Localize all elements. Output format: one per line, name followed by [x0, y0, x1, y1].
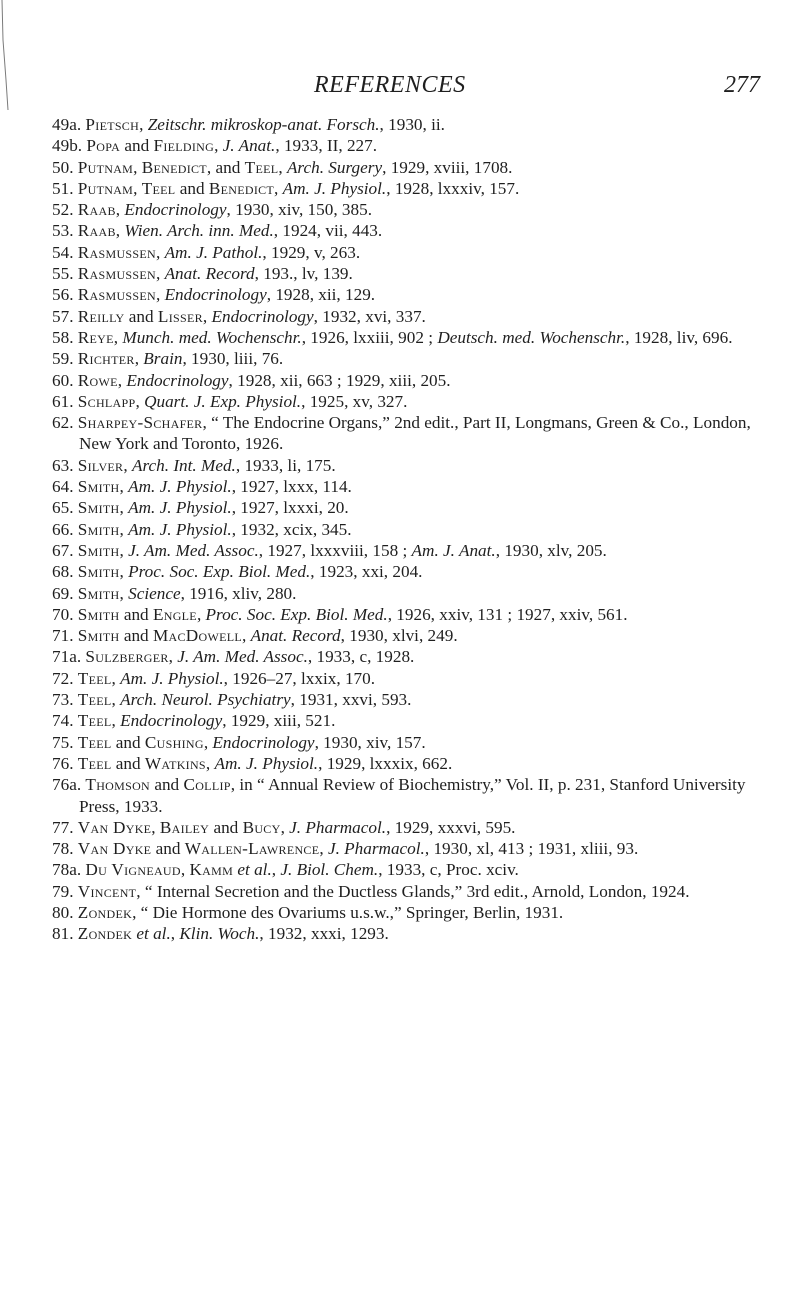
- journal-title: Am. J. Physiol.: [128, 498, 232, 518]
- author-name: Teel: [141, 178, 176, 198]
- author-name: Lisser: [157, 306, 203, 326]
- reference-entry: [52, 391, 752, 412]
- citation-text: and: [124, 306, 158, 326]
- reference-entry: [52, 689, 752, 710]
- author-name: Bucy: [242, 817, 281, 837]
- journal-title: Anat. Record: [250, 626, 341, 646]
- running-head: REFERENCES: [314, 72, 466, 98]
- citation-text: , 1929, xxxvi, 595.: [386, 817, 516, 837]
- citation-text: ,: [155, 264, 165, 284]
- author-name: Pietsch: [85, 115, 140, 134]
- author-name: Raab: [77, 200, 116, 220]
- citation-text: , 1923, xxi, 204.: [310, 562, 423, 582]
- citation-text: ,: [119, 583, 129, 603]
- author-name: Du Vigneaud: [85, 860, 181, 880]
- citation-text: , 1928, xii, 663 ; 1929, xiii, 205.: [228, 370, 451, 390]
- author-name: Benedict: [141, 157, 207, 177]
- journal-title: J. Am. Med. Assoc.: [177, 647, 308, 667]
- journal-title: Am. J. Physiol.: [214, 753, 319, 773]
- citation-text: ,: [133, 157, 142, 177]
- citation-text: and: [209, 817, 243, 837]
- journal-title: Quart. J. Exp. Physiol.: [144, 391, 302, 411]
- citation-text: ,: [119, 477, 129, 497]
- journal-title: Am. J. Anat.: [411, 540, 496, 560]
- journal-title: Brain: [143, 349, 183, 369]
- citation-text: , in “ Annual Review of Biochemistry,” Vol. II, p. 231, Stanford University Press, 1933.: [79, 775, 746, 816]
- citation-text: , 1924, vii, 443.: [273, 221, 383, 241]
- reference-entry: [52, 135, 752, 156]
- journal-title: et al.: [136, 924, 171, 944]
- citation-text: , 1930, xiv, 157.: [314, 732, 426, 752]
- citation-text: , 1929, v, 263.: [262, 242, 361, 262]
- journal-title: Endocrinology: [211, 306, 314, 326]
- author-name: Zondek: [77, 902, 133, 922]
- reference-number: 80.: [52, 902, 78, 922]
- journal-title: Endocrinology: [120, 711, 223, 731]
- reference-entry: [52, 604, 752, 625]
- reference-number: 61.: [52, 391, 78, 411]
- citation-text: ,: [168, 647, 178, 667]
- author-name: Rasmussen: [77, 242, 156, 262]
- citation-text: , 1928, lxxxiv, 157.: [386, 178, 520, 198]
- author-name: Cushing: [144, 732, 204, 752]
- reference-number: 64.: [52, 477, 78, 497]
- reference-number: 58.: [52, 327, 78, 347]
- citation-text: , 1928, xii, 129.: [266, 285, 376, 305]
- reference-number: 54.: [52, 242, 78, 262]
- citation-text: ,: [119, 519, 129, 539]
- author-name: Raab: [77, 221, 116, 241]
- reference-number: 75.: [52, 732, 78, 752]
- author-name: MacDowell: [152, 626, 242, 646]
- journal-title: J. Am. Med. Assoc.: [128, 540, 259, 560]
- reference-entry: [52, 519, 752, 540]
- citation-text: ,: [202, 306, 212, 326]
- citation-text: , 1932, xvi, 337.: [313, 306, 426, 326]
- citation-text: , 1932, xcix, 345.: [231, 519, 352, 539]
- journal-title: Proc. Soc. Exp. Biol. Med.: [205, 604, 388, 624]
- journal-title: Endocrinology: [124, 200, 227, 220]
- citation-text: ,: [155, 242, 165, 262]
- author-name: Smith: [77, 604, 120, 624]
- journal-title: J. Pharmacol.: [289, 817, 387, 837]
- journal-title: Wien. Arch. inn. Med.: [124, 221, 274, 241]
- reference-number: 77.: [52, 817, 78, 837]
- reference-entry: [52, 859, 752, 880]
- reference-number: 76.: [52, 753, 78, 773]
- journal-title: Endocrinology: [212, 732, 315, 752]
- author-name: Zondek: [77, 924, 133, 944]
- journal-title: Arch. Neurol. Psychiatry: [120, 690, 291, 710]
- citation-text: , and: [206, 157, 245, 177]
- reference-number: 57.: [52, 306, 78, 326]
- author-name: Smith: [77, 519, 120, 539]
- author-name: Benedict: [208, 178, 275, 198]
- journal-title: Endocrinology: [164, 285, 267, 305]
- author-name: Rasmussen: [77, 285, 156, 305]
- page-number: 277: [724, 72, 760, 98]
- citation-text: ,: [151, 817, 160, 837]
- citation-text: , 1926–27, lxxix, 170.: [223, 668, 376, 688]
- author-name: Schlapp: [77, 391, 136, 411]
- citation-text: and: [111, 732, 145, 752]
- author-name: Smith: [77, 562, 120, 582]
- reference-entry: [52, 817, 752, 838]
- author-name: Wallen-Lawrence: [184, 839, 320, 859]
- citation-text: , 1933, c, Proc. xciv.: [378, 860, 519, 880]
- reference-number: 50.: [52, 157, 78, 177]
- author-name: Teel: [77, 753, 112, 773]
- reference-entry: [52, 157, 752, 178]
- reference-number: 59.: [52, 349, 78, 369]
- journal-title: J. Anat.: [222, 136, 276, 156]
- author-name: Smith: [77, 477, 120, 497]
- reference-number: 79.: [52, 881, 78, 901]
- citation-text: , 1926, lxxiii, 902 ;: [301, 327, 438, 347]
- reference-entry: [52, 178, 752, 199]
- author-name: Teel: [77, 690, 112, 710]
- reference-number: 51.: [52, 178, 78, 198]
- citation-text: , “ Die Hormone des Ovariums u.s.w.,” Springer, Berlin, 1931.: [132, 902, 564, 922]
- scan-edge-mark: [0, 0, 12, 1309]
- journal-title: Arch. Int. Med.: [131, 455, 236, 475]
- citation-text: , 1933, li, 175.: [235, 455, 336, 475]
- reference-entry: [52, 540, 752, 561]
- reference-number: 65.: [52, 498, 78, 518]
- reference-number: 73.: [52, 690, 78, 710]
- citation-text: , 1931, xxvi, 593.: [290, 690, 412, 710]
- reference-entry: [52, 263, 752, 284]
- author-name: Teel: [244, 157, 279, 177]
- reference-number: 53.: [52, 221, 78, 241]
- journal-title: Science: [128, 583, 181, 603]
- citation-text: ,: [278, 157, 287, 177]
- citation-text: and: [120, 136, 154, 156]
- citation-text: ,: [119, 540, 129, 560]
- journal-title: Am. J. Physiol.: [120, 668, 224, 688]
- citation-text: ,: [196, 604, 206, 624]
- citation-text: , 1933, c, 1928.: [307, 647, 415, 667]
- citation-text: , 1932, xxxi, 1293.: [259, 924, 389, 944]
- reference-entry: [52, 838, 752, 859]
- citation-text: ,: [115, 200, 125, 220]
- journal-title: Am. J. Physiol.: [128, 477, 232, 497]
- citation-text: ,: [139, 115, 148, 134]
- citation-text: ,: [242, 626, 251, 646]
- citation-text: , “ Internal Secretion and the Ductless Glands,” 3rd edit., Arnold, London, 1924.: [136, 881, 690, 901]
- author-name: Silver: [77, 455, 124, 475]
- citation-text: , 1927, lxxxviii, 158 ;: [258, 540, 412, 560]
- citation-text: , 193., lv, 139.: [254, 264, 353, 284]
- author-name: Rowe: [77, 370, 118, 390]
- citation-text: ,: [170, 924, 180, 944]
- journal-title: Am. J. Pathol.: [164, 242, 263, 262]
- citation-text: ,: [134, 349, 144, 369]
- journal-title: Proc. Soc. Exp. Biol. Med.: [128, 562, 311, 582]
- reference-entry: [52, 753, 752, 774]
- reference-entry: [52, 199, 752, 220]
- author-name: Putnam: [77, 178, 134, 198]
- citation-text: , 1929, xiii, 521.: [222, 711, 336, 731]
- journal-title: Deutsch. med. Wochenschr.: [437, 327, 626, 347]
- reference-entry: [52, 774, 752, 817]
- reference-number: 76a.: [52, 775, 86, 795]
- citation-text: and: [111, 753, 145, 773]
- citation-text: ,: [214, 136, 223, 156]
- citation-text: , 1933, II, 227.: [275, 136, 378, 156]
- author-name: Bailey: [159, 817, 210, 837]
- author-name: Reilly: [77, 306, 125, 326]
- reference-entry: [52, 412, 752, 455]
- citation-text: and: [119, 604, 153, 624]
- citation-text: ,: [280, 817, 290, 837]
- citation-text: ,: [111, 690, 121, 710]
- author-name: Smith: [77, 540, 120, 560]
- citation-text: , 1916, xliv, 280.: [180, 583, 297, 603]
- journal-title: Am. J. Physiol.: [282, 178, 387, 198]
- author-name: Vincent: [77, 881, 137, 901]
- journal-title: Am. J. Physiol.: [128, 519, 232, 539]
- citation-text: and: [175, 178, 209, 198]
- citation-text: , 1930, ii.: [379, 115, 445, 134]
- author-name: Collip: [183, 775, 231, 795]
- journal-title: et al.: [237, 860, 272, 880]
- citation-text: ,: [271, 860, 281, 880]
- citation-text: and: [151, 839, 185, 859]
- citation-text: ,: [203, 732, 213, 752]
- reference-entry: [52, 923, 752, 944]
- reference-number: 71a.: [52, 647, 86, 667]
- citation-text: , 1926, xxiv, 131 ; 1927, xxiv, 561.: [387, 604, 628, 624]
- citation-text: , 1929, lxxxix, 662.: [318, 753, 453, 773]
- citation-text: , 1928, liv, 696.: [625, 327, 733, 347]
- author-name: Van Dyke: [77, 817, 152, 837]
- reference-entry: [52, 497, 752, 518]
- reference-entry: [52, 902, 752, 923]
- reference-number: 78a.: [52, 860, 86, 880]
- citation-text: , 1930, xl, 413 ; 1931, xliii, 93.: [424, 839, 639, 859]
- author-name: Thomson: [85, 775, 151, 795]
- reference-entry: [52, 646, 752, 667]
- reference-number: 49a.: [52, 115, 86, 134]
- journal-title: Endocrinology: [126, 370, 229, 390]
- citation-text: ,: [205, 753, 215, 773]
- journal-title: J. Biol. Chem.: [280, 860, 379, 880]
- journal-title: Zeitschr. mikroskop-anat. Forsch.: [147, 115, 380, 134]
- reference-entry: [52, 327, 752, 348]
- journal-title: Klin. Woch.: [179, 924, 260, 944]
- reference-number: 63.: [52, 455, 78, 475]
- citation-text: , 1930, xiv, 150, 385.: [226, 200, 372, 220]
- citation-text: ,: [111, 711, 121, 731]
- reference-entry: [52, 881, 752, 902]
- reference-number: 49b.: [52, 136, 87, 156]
- author-name: Smith: [77, 626, 120, 646]
- reference-entry: [52, 284, 752, 305]
- citation-text: ,: [115, 221, 125, 241]
- reference-entry: [52, 242, 752, 263]
- author-name: Teel: [77, 668, 112, 688]
- citation-text: ,: [111, 668, 121, 688]
- citation-text: , “ The Endocrine Organs,” 2nd edit., Part II, Longmans, Green & Co., London, New York and Toronto, 1926.: [79, 413, 751, 454]
- reference-entry: [52, 561, 752, 582]
- reference-entry: [52, 114, 752, 135]
- author-name: Smith: [77, 583, 120, 603]
- reference-number: 78.: [52, 839, 78, 859]
- reference-number: 74.: [52, 711, 78, 731]
- citation-text: , 1927, lxxx, 114.: [231, 477, 352, 497]
- reference-number: 72.: [52, 668, 78, 688]
- citation-text: ,: [117, 370, 127, 390]
- reference-number: 71.: [52, 626, 78, 646]
- author-name: Popa: [86, 136, 121, 156]
- citation-text: , 1929, xviii, 1708.: [382, 157, 513, 177]
- author-name: Smith: [77, 498, 120, 518]
- reference-number: 55.: [52, 264, 78, 284]
- author-name: Sharpey-Schafer: [77, 413, 203, 433]
- reference-entry: [52, 732, 752, 753]
- citation-text: and: [150, 775, 184, 795]
- author-name: Rasmussen: [77, 264, 156, 284]
- reference-list: [52, 114, 752, 945]
- author-name: Watkins: [144, 753, 206, 773]
- citation-text: ,: [319, 839, 328, 859]
- reference-entry: [52, 625, 752, 646]
- reference-number: 56.: [52, 285, 78, 305]
- reference-number: 68.: [52, 562, 78, 582]
- citation-text: , 1930, liii, 76.: [182, 349, 284, 369]
- reference-number: 52.: [52, 200, 78, 220]
- reference-number: 70.: [52, 604, 78, 624]
- author-name: Reye: [77, 327, 114, 347]
- author-name: Richter: [77, 349, 135, 369]
- author-name: Putnam: [77, 157, 134, 177]
- citation-text: , 1925, xv, 327.: [301, 391, 408, 411]
- citation-text: ,: [135, 391, 145, 411]
- citation-text: ,: [123, 455, 132, 475]
- citation-text: , 1927, lxxxi, 20.: [231, 498, 349, 518]
- citation-text: , 1930, xlv, 205.: [495, 540, 607, 560]
- author-name: Sulzberger: [85, 647, 169, 667]
- citation-text: and: [119, 626, 153, 646]
- author-name: Teel: [77, 732, 112, 752]
- author-name: Kamm: [189, 860, 234, 880]
- citation-text: , 1930, xlvi, 249.: [340, 626, 458, 646]
- author-name: Van Dyke: [77, 839, 152, 859]
- reference-entry: [52, 583, 752, 604]
- citation-text: ,: [133, 178, 142, 198]
- citation-text: ,: [274, 178, 283, 198]
- reference-entry: [52, 348, 752, 369]
- reference-entry: [52, 710, 752, 731]
- reference-number: 66.: [52, 519, 78, 539]
- journal-title: Munch. med. Wochenschr.: [122, 327, 302, 347]
- reference-entry: [52, 306, 752, 327]
- citation-text: ,: [119, 562, 129, 582]
- reference-entry: [52, 455, 752, 476]
- journal-title: Arch. Surgery: [286, 157, 383, 177]
- reference-entry: [52, 476, 752, 497]
- citation-text: ,: [180, 860, 190, 880]
- citation-text: ,: [113, 327, 123, 347]
- reference-number: 69.: [52, 583, 78, 603]
- reference-entry: [52, 370, 752, 391]
- reference-entry: [52, 668, 752, 689]
- page-header: [0, 72, 800, 102]
- reference-number: 62.: [52, 413, 78, 433]
- citation-text: ,: [119, 498, 129, 518]
- journal-title: J. Pharmacol.: [327, 839, 425, 859]
- reference-entry: [52, 220, 752, 241]
- reference-number: 81.: [52, 924, 78, 944]
- reference-number: 60.: [52, 370, 78, 390]
- author-name: Engle: [152, 604, 197, 624]
- reference-number: 67.: [52, 540, 78, 560]
- author-name: Fielding: [153, 136, 215, 156]
- journal-title: Anat. Record: [164, 264, 255, 284]
- author-name: Teel: [77, 711, 112, 731]
- citation-text: ,: [155, 285, 165, 305]
